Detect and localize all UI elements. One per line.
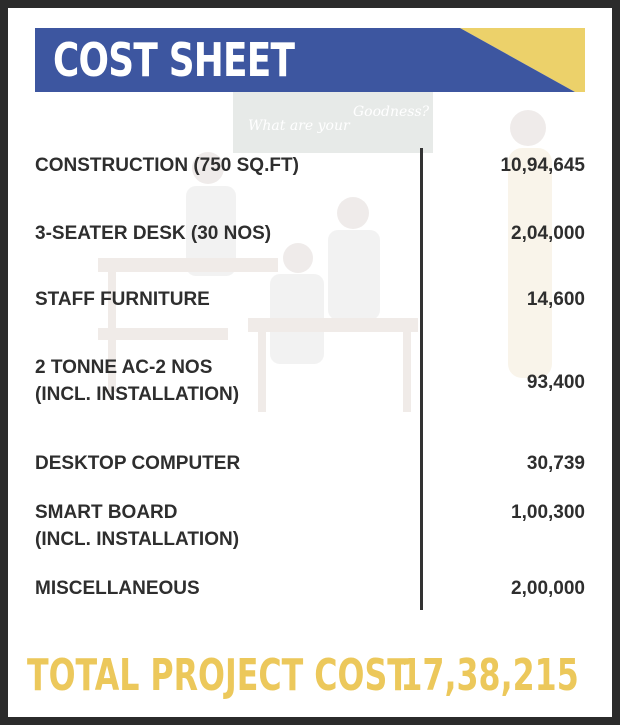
item-label-smart-board: SMART BOARD (INCL. INSTALLATION) xyxy=(35,502,240,550)
item-label-desk: 3-SEATER DESK (30 NOS) xyxy=(35,223,272,244)
item-label-staff-furniture: STAFF FURNITURE xyxy=(35,289,210,310)
item-value-desktop: 30,739 xyxy=(526,453,585,474)
desk-leg-2 xyxy=(258,332,266,412)
item-value-smart-board: 1,00,300 xyxy=(511,502,585,523)
cost-sheet xyxy=(8,8,612,717)
student-head-2 xyxy=(337,197,369,229)
student-body-2 xyxy=(328,230,380,320)
blackboard-text-2: Goodness? xyxy=(353,104,430,120)
desk-1 xyxy=(98,258,278,272)
desk-leg-3 xyxy=(403,332,411,412)
total-label: TOTAL PROJECT COST xyxy=(27,650,409,701)
item-value-ac: 93,400 xyxy=(526,372,585,393)
header-banner xyxy=(35,28,585,92)
student-head-3 xyxy=(283,243,313,273)
item-value-staff-furniture: 14,600 xyxy=(526,289,585,310)
teacher-body xyxy=(508,148,552,378)
item-label-desktop: DESKTOP COMPUTER xyxy=(35,453,241,474)
item-value-desk: 2,04,000 xyxy=(511,223,585,244)
page-title: COST SHEET xyxy=(53,33,295,87)
teacher-head xyxy=(510,110,546,146)
item-value-construction: 10,94,645 xyxy=(500,155,585,176)
desk-2 xyxy=(248,318,418,332)
item-label-construction: CONSTRUCTION (750 SQ.FT) xyxy=(35,155,299,176)
item-value-miscellaneous: 2,00,000 xyxy=(511,578,585,599)
desk-3 xyxy=(98,328,228,340)
blackboard-text-1: What are your xyxy=(248,118,350,134)
item-label-ac: 2 TONNE AC-2 NOS (INCL. INSTALLATION) xyxy=(35,357,240,405)
total-value: 17,38,215 xyxy=(400,650,579,701)
column-divider xyxy=(420,148,423,610)
item-label-miscellaneous: MISCELLANEOUS xyxy=(35,578,200,599)
